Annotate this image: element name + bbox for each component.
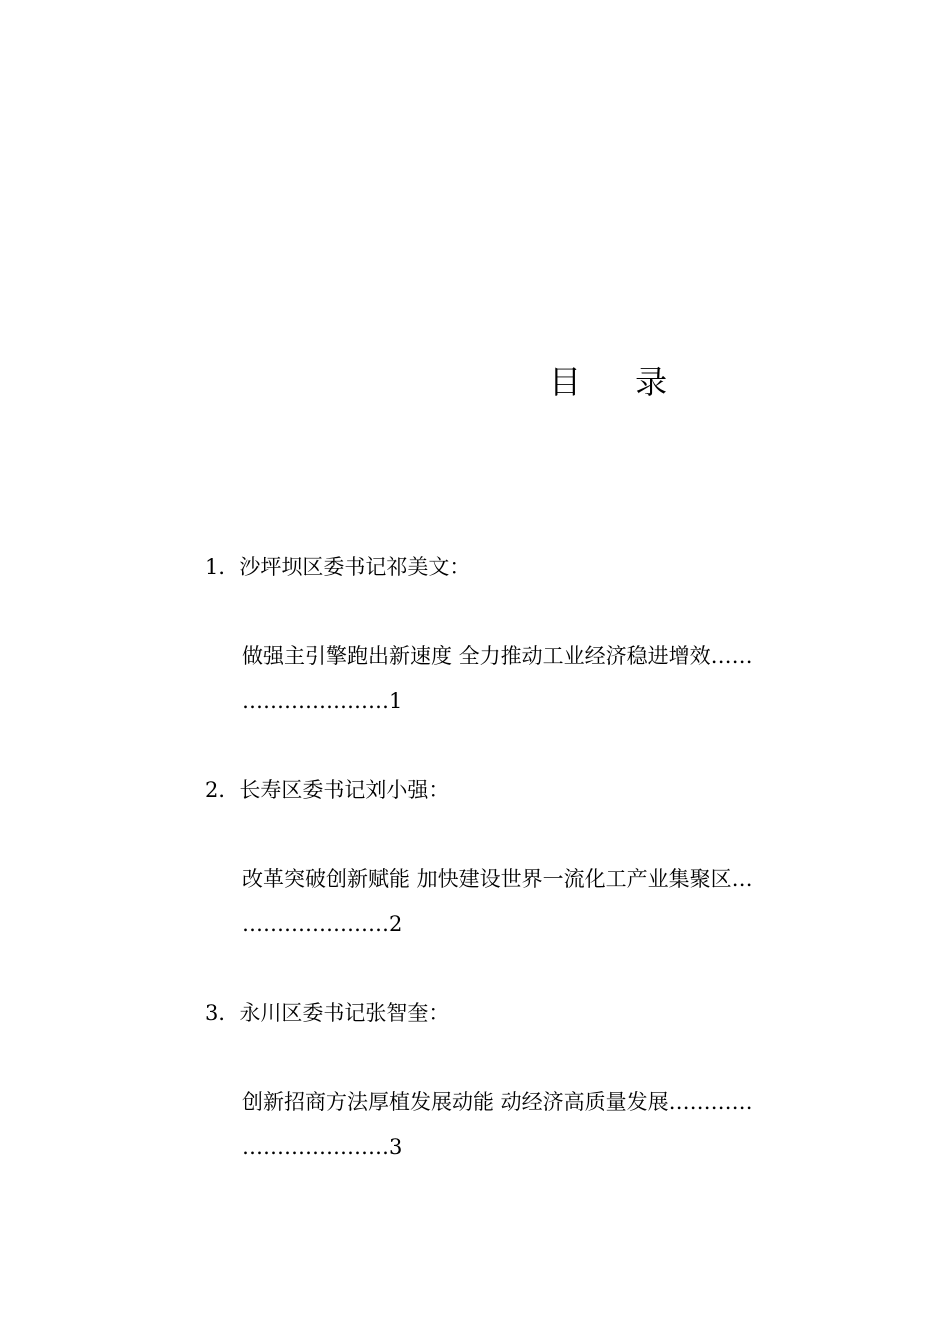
toc-entry-2-page: …………………2 [242,912,403,936]
toc-entry-3-page: …………………3 [242,1135,403,1159]
toc-entry-2-heading: 2．长寿区委书记刘小强： [205,778,450,802]
toc-entry-1-heading: 1．沙坪坝区委书记祁美文： [205,555,471,579]
toc-entry-1-title: 做强主引擎跑出新速度 全力推动工业经济稳进增效…… [242,644,753,668]
toc-entry-3-title: 创新招商方法厚植发展动能 动经济高质量发展………… [242,1090,753,1114]
toc-entry-1-page: …………………1 [242,689,403,713]
toc-title: 目 录 [549,363,690,401]
toc-entry-2-title: 改革突破创新赋能 加快建设世界一流化工产业集聚区… [242,867,753,891]
toc-entry-3-heading: 3．永川区委书记张智奎： [205,1001,450,1025]
